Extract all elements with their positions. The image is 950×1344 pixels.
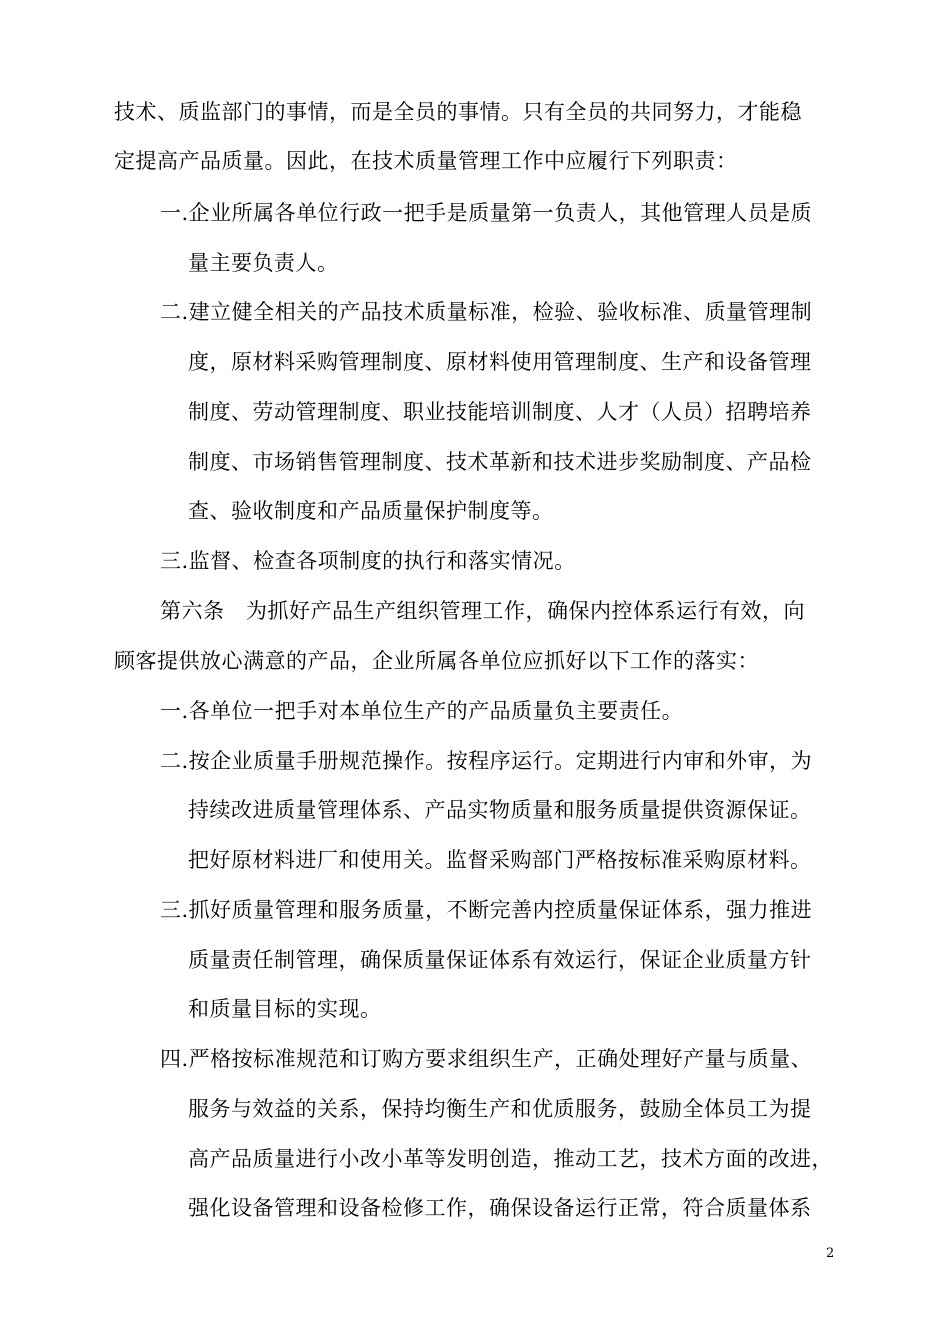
text-line: 定提高产品质量。因此，在技术质量管理工作中应履行下列职责： <box>114 149 738 173</box>
article-heading-line: 第六条 为抓好产品生产组织管理工作，确保内控体系运行有效，向 <box>160 599 805 623</box>
list-item-line: 三.监督、检查各项制度的执行和落实情况。 <box>160 549 576 573</box>
list-item-continuation: 强化设备管理和设备检修工作，确保设备运行正常，符合质量体系 <box>188 1196 812 1220</box>
list-item-continuation: 和质量目标的实现。 <box>188 997 382 1021</box>
text-line: 顾客提供放心满意的产品，企业所属各单位应抓好以下工作的落实： <box>114 649 759 673</box>
list-item-continuation: 制度、劳动管理制度、职业技能培训制度、人才（人员）招聘培养 <box>188 400 812 424</box>
list-item-line: 一.企业所属各单位行政一把手是质量第一负责人，其他管理人员是质 <box>160 201 813 225</box>
list-item-line: 三.抓好质量管理和服务质量，不断完善内控质量保证体系，强力推进 <box>160 898 813 922</box>
list-item-continuation: 查、验收制度和产品质量保护制度等。 <box>188 499 554 523</box>
page-number: 2 <box>826 1246 835 1261</box>
list-item-continuation: 制度、市场销售管理制度、技术革新和技术进步奖励制度、产品检 <box>188 450 812 474</box>
list-item-continuation: 持续改进质量管理体系、产品实物质量和服务质量提供资源保证。 <box>188 798 812 822</box>
list-item-continuation: 高产品质量进行小改小革等发明创造，推动工艺，技术方面的改进， <box>188 1147 833 1171</box>
list-item-continuation: 量主要负责人。 <box>188 251 339 275</box>
list-item-continuation: 服务与效益的关系，保持均衡生产和优质服务，鼓励全体员工为提 <box>188 1097 812 1121</box>
list-item-line: 二.建立健全相关的产品技术质量标准，检验、验收标准、质量管理制 <box>160 300 813 324</box>
list-item-line: 二.按企业质量手册规范操作。按程序运行。定期进行内审和外审，为 <box>160 749 813 773</box>
list-item-line: 一.各单位一把手对本单位生产的产品质量负主要责任。 <box>160 699 684 723</box>
text-line: 技术、质监部门的事情，而是全员的事情。只有全员的共同努力，才能稳 <box>114 100 802 124</box>
list-item-continuation: 质量责任制管理，确保质量保证体系有效运行，保证企业质量方针 <box>188 948 812 972</box>
list-item-continuation: 度，原材料采购管理制度、原材料使用管理制度、生产和设备管理 <box>188 350 812 374</box>
list-item-continuation: 把好原材料进厂和使用关。监督采购部门严格按标准采购原材料。 <box>188 848 812 872</box>
list-item-line: 四.严格按标准规范和订购方要求组织生产，正确处理好产量与质量、 <box>160 1047 813 1071</box>
